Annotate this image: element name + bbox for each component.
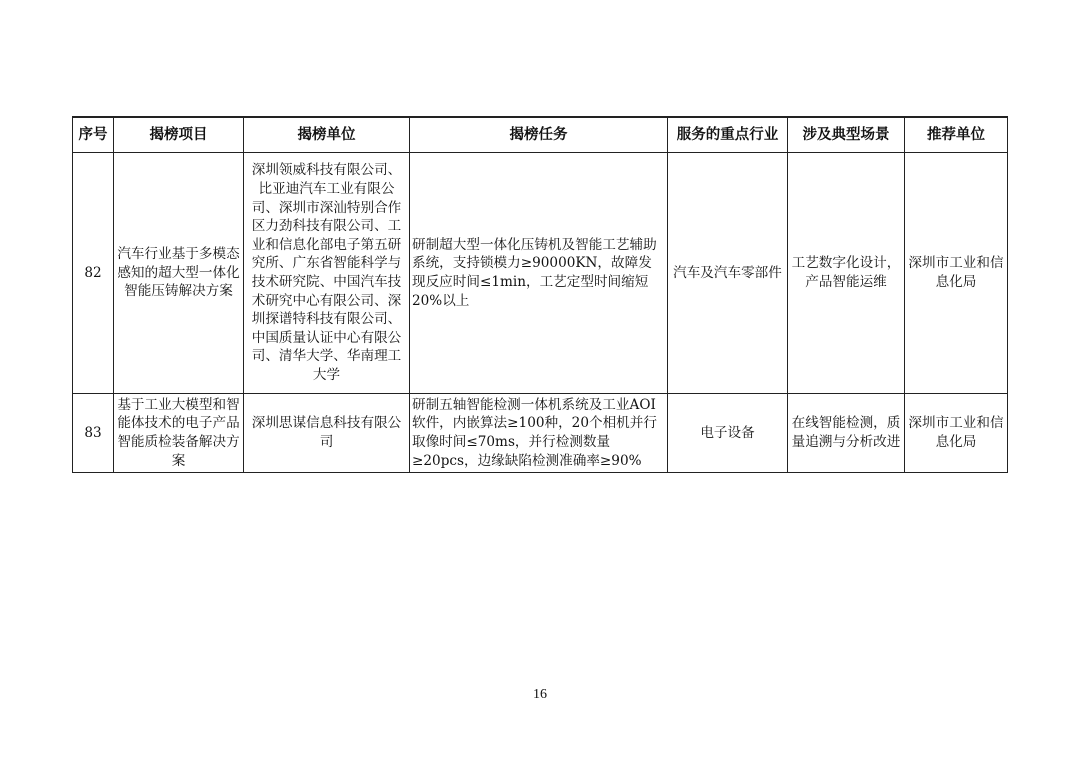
- row-scenario: 工艺数字化设计，产品智能运维: [788, 153, 905, 394]
- row-units: 深圳思谋信息科技有限公司: [244, 394, 410, 473]
- row-no: 82: [73, 153, 114, 394]
- row-project: 汽车行业基于多模态感知的超大型一体化智能压铸解决方案: [114, 153, 244, 394]
- row-units: 深圳领威科技有限公司、比亚迪汽车工业有限公司、深圳市深汕特别合作区力劲科技有限公司、工业和信息化部电子第五研究所、广东省智能科学与技术研究院、中国汽车技术研究中心有限公司、深圳探谱特科技有限公司、中国质量认证中心有限公司、清华大学、华南理工大学: [244, 153, 410, 394]
- row-no: 83: [73, 394, 114, 473]
- header-recommender: 推荐单位: [905, 117, 1008, 153]
- row-task: 研制超大型一体化压铸机及智能工艺辅助系统，支持锁模力≥90000KN，故障发现反应时间≤1min，工艺定型时间缩短20%以上: [410, 153, 668, 394]
- header-project: 揭榜项目: [114, 117, 244, 153]
- row-task: 研制五轴智能检测一体机系统及工业AOI软件，内嵌算法≥100种，20个相机并行取像时间≤70ms，并行检测数量≥20pcs，边缘缺陷检测准确率≥90%: [410, 394, 668, 473]
- header-industry: 服务的重点行业: [668, 117, 788, 153]
- table-row: [73, 153, 1008, 394]
- project-table: [72, 116, 1008, 473]
- table-row: [73, 394, 1008, 473]
- row-recommender: 深圳市工业和信息化局: [905, 153, 1008, 394]
- row-industry: 电子设备: [668, 394, 788, 473]
- header-units: 揭榜单位: [244, 117, 410, 153]
- row-industry: 汽车及汽车零部件: [668, 153, 788, 394]
- row-project: 基于工业大模型和智能体技术的电子产品智能质检装备解决方案: [114, 394, 244, 473]
- header-scenario: 涉及典型场景: [788, 117, 905, 153]
- page-number: 16: [533, 687, 547, 702]
- row-recommender: 深圳市工业和信息化局: [905, 394, 1008, 473]
- table-header-row: [73, 117, 1008, 153]
- header-task: 揭榜任务: [410, 117, 668, 153]
- header-no: 序号: [73, 117, 114, 153]
- row-scenario: 在线智能检测，质量追溯与分析改进: [788, 394, 905, 473]
